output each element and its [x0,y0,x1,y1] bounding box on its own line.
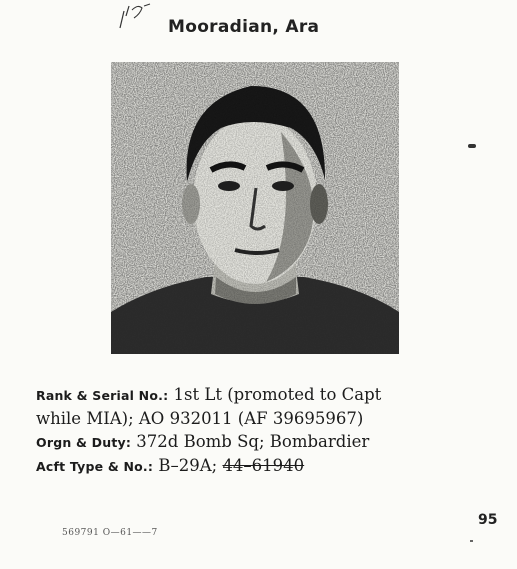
ink-speck-small [470,540,473,542]
rank-serial-line-2 [36,407,506,430]
page-number: 95 [478,512,498,528]
personnel-details [36,383,506,478]
aircraft-label: Acft Type & No.: [36,459,154,474]
orgn-duty-value: 372d Bomb Sq; Bombardier [136,432,370,451]
rank-serial-value-continued: while MIA); AO 932011 (AF 39695967) [36,409,364,428]
ink-speck [468,144,476,148]
aircraft-serial-value: 44–61940 [222,456,305,475]
rank-serial-label: Rank & Serial No.: [36,388,169,403]
handwritten-annotation [112,2,156,32]
person-name: Mooradian, Ara [168,17,320,37]
aircraft-type-value: B–29A; [158,456,218,475]
portrait-photo [111,62,399,354]
orgn-duty-line [36,430,506,454]
orgn-duty-label: Orgn & Duty: [36,435,132,450]
aircraft-line [36,454,506,478]
rank-serial-value: 1st Lt (promoted to Capt [173,385,382,404]
rank-serial-line-1 [36,383,506,407]
print-code: 569791 O—61——7 [62,528,158,538]
